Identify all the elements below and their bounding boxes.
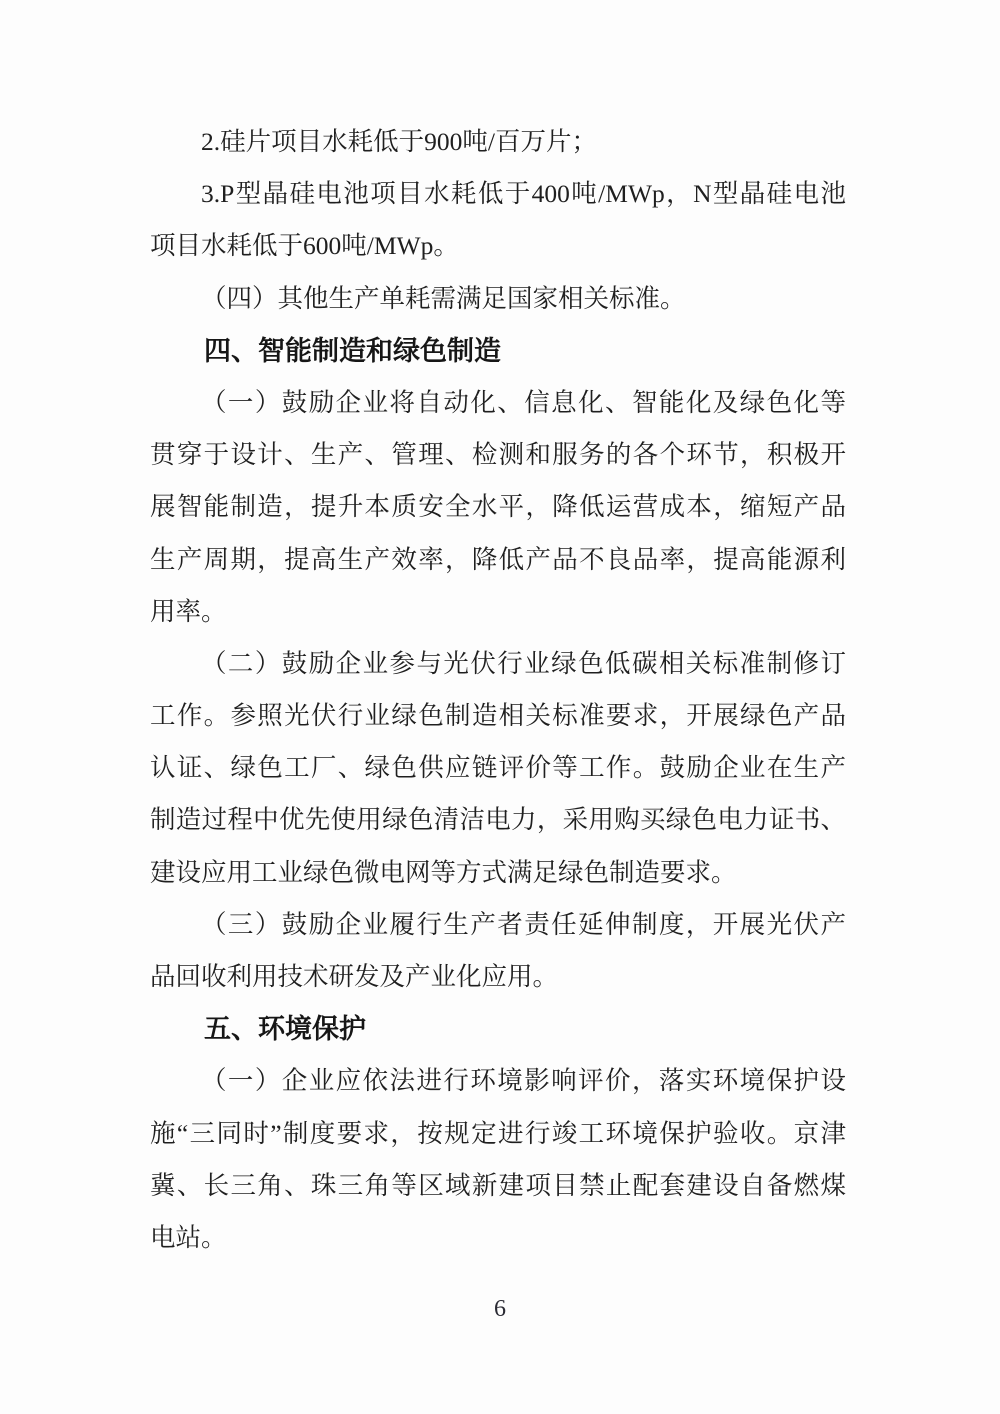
- document-line: 项目水耗低于600吨/MWp。: [150, 231, 459, 261]
- document-line: 2.硅片项目水耗低于900吨/百万片；: [201, 127, 597, 156]
- document-line: 冀、长三角、珠三角等区域新建项目禁止配套建设自备燃煤: [150, 1170, 846, 1200]
- document-line: 认证、绿色工厂、绿色供应链评价等工作。鼓励企业在生产: [150, 753, 846, 783]
- document-line: （三）鼓励企业履行生产者责任延伸制度，开展光伏产: [201, 909, 846, 939]
- document-body: [150, 116, 846, 1264]
- document-line: （二）鼓励企业参与光伏行业绿色低碳相关标准制修订: [201, 648, 846, 678]
- document-line: 电站。: [150, 1222, 227, 1252]
- document-line: 贯穿于设计、生产、管理、检测和服务的各个环节，积极开: [150, 440, 846, 470]
- document-line: （一）鼓励企业将自动化、信息化、智能化及绿色化等: [201, 387, 846, 417]
- document-line: （四）其他生产单耗需满足国家相关标准。: [201, 283, 686, 313]
- document-line: 用率。: [150, 596, 227, 626]
- document-line: 建设应用工业绿色微电网等方式满足绿色制造要求。: [150, 857, 737, 887]
- section-heading-5: 五、环境保护: [204, 1014, 366, 1045]
- document-line: 生产周期，提高生产效率，降低产品不良品率，提高能源利: [150, 544, 846, 574]
- document-line: 施“三同时”制度要求，按规定进行竣工环境保护验收。京津: [150, 1118, 846, 1148]
- document-line: （一）企业应依法进行环境影响评价，落实环境保护设: [201, 1066, 846, 1096]
- document-line: 制造过程中优先使用绿色清洁电力，采用购买绿色电力证书、: [150, 805, 846, 835]
- page-number: 6: [494, 1296, 506, 1322]
- document-line: 工作。参照光伏行业绿色制造相关标准要求，开展绿色产品: [150, 701, 846, 731]
- document-line: 品回收利用技术研发及产业化应用。: [150, 962, 559, 991]
- document-line: 3.P型晶硅电池项目水耗低于400吨/MWp，N型晶硅电池: [201, 179, 846, 209]
- document-line: 展智能制造，提升本质安全水平，降低运营成本，缩短产品: [150, 492, 846, 522]
- section-heading-4: 四、智能制造和绿色制造: [204, 335, 501, 366]
